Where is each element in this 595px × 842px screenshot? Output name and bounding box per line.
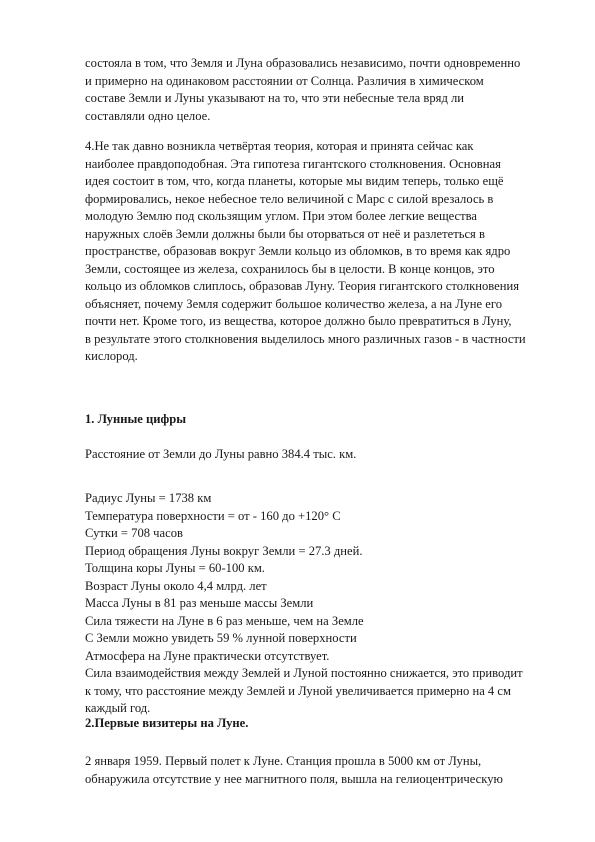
section-1-heading: 1. Лунные цифры (85, 412, 187, 426)
intro-line: составе Земли и Луны указывают на то, что эти небесные тела вряд ли (85, 91, 465, 105)
theory-line: молодую Землю под скользящим углом. При этом более легкие вещества (85, 209, 478, 223)
visitors-line: 2 января 1959. Первый полет к Луне. Станция прошла в 5000 км от Луны, (85, 754, 482, 768)
theory-line: наружных слоёв Земли должны были бы оторваться от неё и разлететься в (85, 226, 485, 241)
theory-line: кислород. (85, 349, 138, 363)
fact-item: Толщина коры Луны = 60-100 км. (85, 561, 265, 575)
fact-item: Температура поверхности = от - 160 до +120° С (85, 508, 341, 523)
theory-line: почти нет. Кроме того, из вещества, которое должно было превратиться в Луну, (85, 314, 512, 328)
distance-text: Расстояние от Земли до Луны равно 384.4 тыс. км. (85, 447, 357, 461)
interaction-line: к тому, что расстояние между Землей и Луной увеличивается примерно на 4 см (85, 683, 511, 698)
theory-line: Земли, состоящее из железа, сохранилось бы в целости. В конце концов, это (85, 261, 495, 276)
fact-item: Сила тяжести на Луне в 6 раз меньше, чем на Земле (85, 613, 364, 628)
visitors-line: обнаружила отсутствие у нее магнитного поля, вышла на гелиоцентрическую (85, 771, 503, 786)
theory-line: 4.Не так давно возникла четвёртая теория, которая и принята сейчас как (85, 139, 474, 153)
fact-item: Период обращения Луны вокруг Земли = 27.3 дней. (85, 543, 363, 558)
intro-line: состояла в том, что Земля и Луна образовались независимо, почти одновременно (85, 56, 521, 70)
intro-line: составляли одно целое. (85, 108, 211, 123)
theory-line: объясняет, почему Земля содержит большое количество железа, а на Луне его (85, 296, 503, 311)
fact-item: Атмосфера на Луне практически отсутствует. (85, 648, 330, 663)
intro-paragraph (85, 55, 530, 125)
theory-line: идея состоит в том, что, когда планеты, которые мы видим теперь, только ещё (85, 174, 504, 188)
interaction-line: каждый год. (85, 701, 151, 715)
theory-4-paragraph (85, 138, 530, 366)
theory-line: наиболее правдоподобная. Эта гипотеза гигантского столкновения. Основная (85, 156, 501, 171)
interaction-paragraph (85, 665, 555, 718)
fact-item: Масса Луны в 81 раз меньше массы Земли (85, 596, 314, 610)
interaction-line: Сила взаимодействия между Землей и Луной постоянно снижается, это приводит (85, 666, 523, 680)
intro-line: и примерно на одинаковом расстоянии от Солнца. Различия в химическом (85, 73, 484, 88)
first-visitors-paragraph (85, 753, 530, 788)
theory-line: кольцо из обломков слиплось, образовав Луну. Теория гигантского столкновения (85, 279, 520, 293)
section-2-heading: 2.Первые визитеры на Луне. (85, 716, 249, 730)
fact-item: Радиус Луны = 1738 км (85, 491, 212, 505)
theory-line: пространстве, образовав вокруг Земли кольцо из обломков, в то время как ядро (85, 244, 511, 258)
fact-item: С Земли можно увидеть 59 % лунной поверхности (85, 631, 357, 645)
theory-line: формировались, некое небесное тело величиной с Марс с силой врезалось в (85, 191, 494, 206)
moon-facts-list (85, 490, 555, 665)
theory-line: в результате этого столкновения выделилось много различных газов - в частности (85, 331, 526, 346)
fact-item: Возраст Луны около 4,4 млрд. лет (85, 578, 267, 593)
fact-item: Сутки = 708 часов (85, 526, 183, 540)
